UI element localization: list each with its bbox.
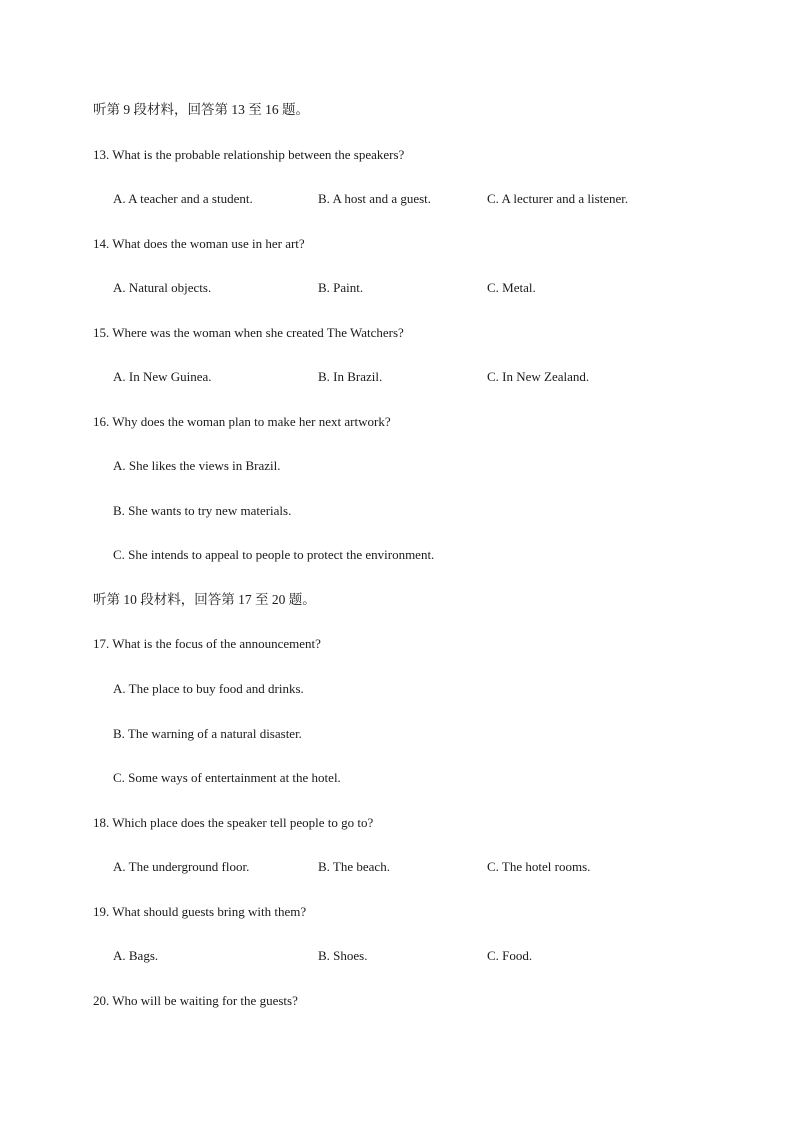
question-15-option-b: B. In Brazil.	[318, 369, 383, 384]
question-19: 19. What should guests bring with them?	[93, 904, 307, 919]
section-header-9: 听第 9 段材料，回答第 13 至 16 题。	[93, 102, 309, 117]
question-18-option-b: B. The beach.	[318, 859, 390, 874]
question-18: 18. Which place does the speaker tell people to go to?	[93, 815, 374, 830]
question-13-option-c: C. A lecturer and a listener.	[487, 191, 629, 206]
question-14: 14. What does the woman use in her art?	[93, 236, 305, 251]
question-16-option-c: C. She intends to appeal to people to protect the environment.	[113, 547, 435, 562]
question-15-option-c: C. In New Zealand.	[487, 369, 590, 384]
section-header-10: 听第 10 段材料，回答第 17 至 20 题。	[93, 592, 316, 607]
question-19-option-b: B. Shoes.	[318, 948, 368, 963]
question-13-option-b: B. A host and a guest.	[318, 191, 432, 206]
question-15: 15. Where was the woman when she created The Watchers?	[93, 325, 404, 340]
question-18-option-c: C. The hotel rooms.	[487, 859, 591, 874]
question-17-option-a: A. The place to buy food and drinks.	[113, 681, 304, 696]
question-17-option-b: B. The warning of a natural disaster.	[113, 726, 302, 741]
question-18-option-a: A. The underground floor.	[113, 859, 250, 874]
question-13: 13. What is the probable relationship between the speakers?	[93, 147, 405, 162]
question-20: 20. Who will be waiting for the guests?	[93, 993, 298, 1008]
question-14-option-b: B. Paint.	[318, 280, 364, 295]
question-15-option-a: A. In New Guinea.	[113, 369, 212, 384]
question-16: 16. Why does the woman plan to make her next artwork?	[93, 414, 391, 429]
question-19-option-c: C. Food.	[487, 948, 533, 963]
question-17-option-c: C. Some ways of entertainment at the hotel.	[113, 770, 341, 785]
question-14-option-a: A. Natural objects.	[113, 280, 212, 295]
question-16-option-a: A. She likes the views in Brazil.	[113, 458, 281, 473]
question-19-option-a: A. Bags.	[113, 948, 159, 963]
question-14-option-c: C. Metal.	[487, 280, 536, 295]
question-16-option-b: B. She wants to try new materials.	[113, 503, 292, 518]
question-17: 17. What is the focus of the announcement?	[93, 636, 321, 651]
question-13-option-a: A. A teacher and a student.	[113, 191, 253, 206]
